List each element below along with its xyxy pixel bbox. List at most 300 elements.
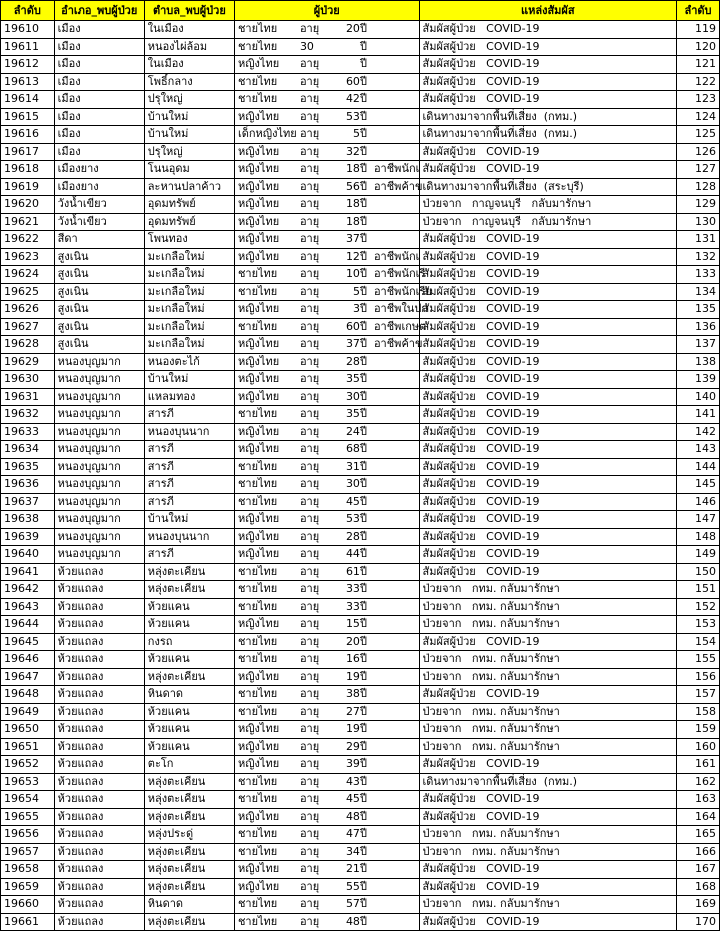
sequence-number: 137: [677, 336, 720, 354]
patient-cell: [234, 511, 419, 529]
patient-age: 48: [345, 809, 360, 823]
source-text: สัมผัสผู้ป่วย COVID-19: [422, 144, 540, 158]
source-text: ป่วยจาก กทม. กลับมารักษา: [422, 669, 560, 683]
patient-sex: หญิงไทย: [237, 372, 280, 386]
case-id: 19656: [1, 826, 55, 844]
patient-sex: ชายไทย: [237, 407, 278, 421]
patient-sex: ชายไทย: [237, 92, 278, 106]
table-row: [1, 266, 720, 284]
sequence-number: 133: [677, 266, 720, 284]
patient-age: 56: [345, 179, 360, 193]
patient-sex: หญิงไทย: [237, 302, 280, 316]
source-text: สัมผัสผู้ป่วย COVID-19: [422, 372, 540, 386]
source-cell: [419, 458, 677, 476]
case-id: 19645: [1, 633, 55, 651]
patient-age-unit: ปี: [359, 634, 367, 648]
patient-age-unit: ปี: [359, 687, 367, 701]
patient-cell: [234, 843, 419, 861]
tambon-cell: สารภี: [144, 458, 234, 476]
source-cell: [419, 318, 677, 336]
patient-age-unit: ปี: [359, 844, 367, 858]
patient-cell: [234, 633, 419, 651]
patient-age-label: อายุ: [299, 232, 320, 246]
patient-cell: [234, 791, 419, 809]
patient-sex: หญิงไทย: [237, 232, 280, 246]
case-id: 19659: [1, 878, 55, 896]
table-row: [1, 353, 720, 371]
patient-cell: [234, 336, 423, 354]
patient-cell: [234, 248, 419, 266]
source-cell: [419, 686, 677, 704]
tambon-cell: ในเมือง: [144, 21, 234, 39]
patient-sex: ชายไทย: [237, 687, 278, 701]
patient-age-label: อายุ: [299, 284, 320, 298]
patient-age-unit: ปี: [359, 669, 367, 683]
amphoe-cell: ห้วยแถลง: [54, 616, 144, 634]
sequence-number: 152: [677, 598, 720, 616]
table-row: [1, 721, 720, 739]
patient-cell: [234, 581, 419, 599]
amphoe-cell: เมืองยาง: [54, 178, 144, 196]
table-row: [1, 213, 720, 231]
case-id: 19615: [1, 108, 55, 126]
patient-age-label: อายุ: [299, 704, 320, 718]
case-id: 19624: [1, 266, 55, 284]
patient-cell: [234, 458, 419, 476]
source-text: สัมผัสผู้ป่วย COVID-19: [422, 792, 540, 806]
patient-age-unit: ปี: [359, 372, 367, 386]
patient-age-label: อายุ: [299, 599, 320, 613]
tambon-cell: อุดมทรัพย์: [144, 213, 234, 231]
patient-cell: [234, 861, 419, 879]
tambon-cell: ห้วยแคน: [144, 616, 234, 634]
patient-age-label: อายุ: [299, 669, 320, 683]
amphoe-cell: ห้วยแถลง: [54, 738, 144, 756]
source-cell: [419, 616, 677, 634]
table-row: [1, 38, 720, 56]
source-cell: [419, 73, 677, 91]
amphoe-cell: เมือง: [54, 126, 144, 144]
amphoe-cell: ห้วยแถลง: [54, 598, 144, 616]
patient-sex: ชายไทย: [237, 599, 278, 613]
tambon-cell: บ้านใหม่: [144, 108, 234, 126]
patient-age-label: อายุ: [299, 774, 320, 788]
case-id: 19610: [1, 21, 55, 39]
sequence-number: 123: [677, 91, 720, 109]
tambon-cell: ในเมือง: [144, 56, 234, 74]
source-text: สัมผัสผู้ป่วย COVID-19: [422, 459, 540, 473]
table-row: [1, 91, 720, 109]
source-cell: [419, 581, 677, 599]
table-row: [1, 248, 720, 266]
source-cell: [419, 213, 677, 231]
case-id: 19631: [1, 388, 55, 406]
patient-sex: หญิงไทย: [237, 144, 280, 158]
table-row: [1, 73, 720, 91]
patient-sex: ชายไทย: [237, 22, 278, 36]
source-text: ป่วยจาก กาญจนบุรี กลับมารักษา: [422, 214, 592, 228]
source-text: สัมผัสผู้ป่วย COVID-19: [422, 477, 540, 491]
amphoe-cell: สูงเนิน: [54, 283, 144, 301]
table-row: [1, 143, 720, 161]
patient-age-label: อายุ: [299, 109, 320, 123]
sequence-number: 128: [677, 178, 720, 196]
patient-age-unit: ปี: [359, 739, 367, 753]
case-id: 19623: [1, 248, 55, 266]
patient-age: 3: [352, 302, 360, 316]
source-text: สัมผัสผู้ป่วย COVID-19: [422, 337, 540, 351]
case-id: 19616: [1, 126, 55, 144]
table-row: [1, 581, 720, 599]
sequence-number: 170: [677, 913, 720, 931]
patient-age-label: อายุ: [299, 302, 320, 316]
tambon-cell: สารภี: [144, 476, 234, 494]
tambon-cell: อุดมทรัพย์: [144, 196, 234, 214]
patient-age-label: อายุ: [299, 22, 320, 36]
table-row: [1, 406, 720, 424]
patient-cell: [234, 773, 419, 791]
tambon-cell: ห้วยแคน: [144, 703, 234, 721]
patient-sex: หญิงไทย: [237, 879, 280, 893]
patient-age-unit: ปี: [359, 337, 367, 351]
patient-age-label: อายุ: [299, 547, 320, 561]
patient-age: 20: [345, 634, 360, 648]
tambon-cell: หลุ่งตะเคียน: [144, 861, 234, 879]
patient-age-unit: ปี: [359, 564, 367, 578]
patient-age-unit: ปี: [359, 22, 367, 36]
patient-cell: [234, 126, 419, 144]
amphoe-cell: สูงเนิน: [54, 301, 144, 319]
patient-sex: หญิงไทย: [237, 354, 280, 368]
table-row: [1, 546, 720, 564]
patient-age-unit: ปี: [359, 354, 367, 368]
amphoe-cell: หนองบุญมาก: [54, 388, 144, 406]
patient-cell: [234, 546, 419, 564]
patient-occupation: อาชีพนักเรีย: [373, 284, 432, 298]
patient-cell: [234, 738, 419, 756]
patient-age-label: อายุ: [299, 564, 320, 578]
patient-age-unit: ปี: [359, 582, 367, 596]
table-row: [1, 808, 720, 826]
patient-sex: หญิงไทย: [237, 214, 280, 228]
patient-age: 45: [345, 792, 360, 806]
source-text: สัมผัสผู้ป่วย COVID-19: [422, 354, 540, 368]
patient-age: 21: [345, 862, 360, 876]
case-id: 19619: [1, 178, 55, 196]
source-cell: [419, 651, 677, 669]
patient-cell: [234, 528, 419, 546]
patient-age: 18: [345, 162, 360, 176]
sequence-number: 121: [677, 56, 720, 74]
patient-cell: [234, 686, 419, 704]
sequence-number: 166: [677, 843, 720, 861]
case-id: 19627: [1, 318, 55, 336]
case-id: 19637: [1, 493, 55, 511]
amphoe-cell: เมือง: [54, 108, 144, 126]
patient-age-label: อายุ: [299, 914, 320, 928]
patient-age-label: อายุ: [299, 617, 320, 631]
source-cell: [419, 353, 677, 371]
case-id: 19660: [1, 896, 55, 914]
patient-age-label: อายุ: [299, 74, 320, 88]
patient-sex: ชายไทย: [237, 477, 278, 491]
tambon-cell: หลุ่งตะเคียน: [144, 581, 234, 599]
source-cell: [419, 791, 677, 809]
patient-age: 38: [345, 687, 360, 701]
sequence-number: 127: [677, 161, 720, 179]
case-id: 19621: [1, 213, 55, 231]
amphoe-cell: เมือง: [54, 143, 144, 161]
patient-occupation: อาชีพนักเ: [373, 249, 420, 263]
source-cell: [419, 336, 677, 354]
table-row: [1, 878, 720, 896]
source-text: สัมผัสผู้ป่วย COVID-19: [422, 22, 540, 36]
sequence-number: 161: [677, 756, 720, 774]
source-cell: [419, 126, 677, 144]
sequence-number: 153: [677, 616, 720, 634]
patient-sex: ชายไทย: [237, 582, 278, 596]
amphoe-cell: หนองบุญมาก: [54, 371, 144, 389]
amphoe-cell: ห้วยแถลง: [54, 896, 144, 914]
patient-age: 30: [345, 389, 360, 403]
patient-age-unit: ปี: [359, 809, 367, 823]
sequence-number: 150: [677, 563, 720, 581]
table-row: [1, 56, 720, 74]
patient-sex: ชายไทย: [237, 704, 278, 718]
source-cell: [419, 668, 677, 686]
patient-occupation: อาชีพนักเรี: [373, 267, 426, 281]
patient-age-label: อายุ: [299, 197, 320, 211]
case-id: 19661: [1, 913, 55, 931]
patient-occupation: อาชีพค้าข: [373, 179, 423, 193]
sequence-number: 147: [677, 511, 720, 529]
table-row: [1, 458, 720, 476]
tambon-cell: หลุ่งตะเคียน: [144, 843, 234, 861]
tambon-cell: หลุ่งตะเคียน: [144, 563, 234, 581]
patient-age-unit: ปี: [359, 249, 367, 263]
patient-sex: หญิงไทย: [237, 809, 280, 823]
case-id: 19633: [1, 423, 55, 441]
header-no: ลำดับ: [677, 1, 720, 21]
patient-sex: ชายไทย: [237, 267, 278, 281]
tambon-cell: มะเกลือใหม่: [144, 266, 234, 284]
sequence-number: 134: [677, 283, 720, 301]
amphoe-cell: ห้วยแถลง: [54, 808, 144, 826]
patient-age-unit: ปี: [359, 512, 367, 526]
patient-age-unit: ปี: [359, 652, 367, 666]
patient-age: 27: [345, 704, 360, 718]
patient-age: 28: [345, 529, 360, 543]
sequence-number: 144: [677, 458, 720, 476]
source-text: สัมผัสผู้ป่วย COVID-19: [422, 809, 540, 823]
case-id: 19636: [1, 476, 55, 494]
patient-cell: [234, 143, 419, 161]
tambon-cell: สารภี: [144, 493, 234, 511]
sequence-number: 157: [677, 686, 720, 704]
amphoe-cell: ห้วยแถลง: [54, 826, 144, 844]
case-id: 19632: [1, 406, 55, 424]
tambon-cell: มะเกลือใหม่: [144, 336, 234, 354]
patient-sex: หญิงไทย: [237, 757, 280, 771]
amphoe-cell: ห้วยแถลง: [54, 773, 144, 791]
patient-sex: ชายไทย: [237, 494, 278, 508]
source-cell: [419, 493, 677, 511]
patient-age: 12: [345, 249, 360, 263]
table-row: [1, 423, 720, 441]
tambon-cell: บ้านใหม่: [144, 511, 234, 529]
patient-age-unit: ปี: [359, 92, 367, 106]
patient-age: 55: [345, 879, 360, 893]
source-text: สัมผัสผู้ป่วย COVID-19: [422, 389, 540, 403]
source-text: ป่วยจาก กทม. กลับมารักษา: [422, 599, 560, 613]
source-cell: [419, 808, 677, 826]
patient-age-unit: ปี: [359, 267, 367, 281]
table-row: [1, 791, 720, 809]
patient-sex: หญิงไทย: [237, 162, 280, 176]
patient-cell: [234, 56, 419, 74]
case-id: 19614: [1, 91, 55, 109]
patient-sex: ชายไทย: [237, 564, 278, 578]
patient-age-label: อายุ: [299, 372, 320, 386]
case-id: 19613: [1, 73, 55, 91]
sequence-number: 149: [677, 546, 720, 564]
patient-age-unit: ปี: [359, 897, 367, 911]
patient-occupation: อาชีพนักเ: [373, 162, 420, 176]
patient-sex: หญิงไทย: [237, 739, 280, 753]
case-id: 19639: [1, 528, 55, 546]
amphoe-cell: หนองบุญมาก: [54, 493, 144, 511]
patient-age: 45: [345, 494, 360, 508]
case-id: 19657: [1, 843, 55, 861]
patient-age: 47: [345, 827, 360, 841]
patient-sex: หญิงไทย: [237, 389, 280, 403]
patient-age-unit: ปี: [359, 757, 367, 771]
sequence-number: 146: [677, 493, 720, 511]
patient-age-unit: ปี: [359, 774, 367, 788]
source-text: สัมผัสผู้ป่วย COVID-19: [422, 267, 540, 281]
source-text: สัมผัสผู้ป่วย COVID-19: [422, 512, 540, 526]
tambon-cell: หนองบุนนาก: [144, 528, 234, 546]
amphoe-cell: ห้วยแถลง: [54, 703, 144, 721]
sequence-number: 167: [677, 861, 720, 879]
patient-age-unit: ปี: [359, 319, 367, 333]
table-row: [1, 826, 720, 844]
tambon-cell: สารภี: [144, 441, 234, 459]
case-id: 19646: [1, 651, 55, 669]
patient-age: 29: [345, 739, 360, 753]
tambon-cell: โพธิ์กลาง: [144, 73, 234, 91]
patient-cell: [234, 878, 419, 896]
patient-age: 10: [345, 267, 360, 281]
patient-age-label: อายุ: [299, 459, 320, 473]
patient-age-unit: ปี: [359, 162, 367, 176]
tambon-cell: มะเกลือใหม่: [144, 318, 234, 336]
patient-sex: หญิงไทย: [237, 424, 280, 438]
sequence-number: 141: [677, 406, 720, 424]
source-cell: [419, 896, 677, 914]
table-row: [1, 616, 720, 634]
table-row: [1, 511, 720, 529]
patient-cell: [234, 826, 419, 844]
patient-age: 33: [345, 599, 360, 613]
amphoe-cell: หนองบุญมาก: [54, 423, 144, 441]
amphoe-cell: ห้วยแถลง: [54, 791, 144, 809]
patient-age-label: อายุ: [299, 389, 320, 403]
tambon-cell: หนองบุนนาก: [144, 423, 234, 441]
source-text: เดินทางมาจากพื้นที่เสี่ยง (กทม.): [422, 109, 577, 123]
source-cell: [419, 91, 677, 109]
tambon-cell: บ้านใหม่: [144, 126, 234, 144]
case-id: 19647: [1, 668, 55, 686]
tambon-cell: ละหานปลาค้าว: [144, 178, 234, 196]
amphoe-cell: ห้วยแถลง: [54, 756, 144, 774]
patient-age-unit: ปี: [359, 284, 367, 298]
patient-age-label: อายุ: [299, 757, 320, 771]
header-amphoe: อำเภอ_พบผู้ป่วย: [54, 1, 144, 21]
tambon-cell: ปรุใหญ่: [144, 143, 234, 161]
amphoe-cell: ห้วยแถลง: [54, 668, 144, 686]
patient-age: 5: [352, 127, 360, 141]
source-cell: [419, 108, 677, 126]
patient-sex: ชายไทย: [237, 319, 278, 333]
table-body: [1, 21, 720, 931]
source-text: สัมผัสผู้ป่วย COVID-19: [422, 862, 540, 876]
patient-sex: ชายไทย: [237, 634, 278, 648]
sequence-number: 156: [677, 668, 720, 686]
patient-age-label: อายุ: [299, 442, 320, 456]
source-text: สัมผัสผู้ป่วย COVID-19: [422, 39, 540, 53]
patient-age: 33: [345, 582, 360, 596]
source-cell: [419, 773, 677, 791]
amphoe-cell: เมือง: [54, 56, 144, 74]
patient-age: 61: [345, 564, 360, 578]
sequence-number: 120: [677, 38, 720, 56]
source-text: สัมผัสผู้ป่วย COVID-19: [422, 302, 540, 316]
tambon-cell: มะเกลือใหม่: [144, 301, 234, 319]
patient-age-label: อายุ: [299, 739, 320, 753]
patient-cell: [234, 301, 428, 319]
patient-sex: หญิงไทย: [237, 337, 280, 351]
source-cell: [419, 878, 677, 896]
case-id: 19611: [1, 38, 55, 56]
case-id: 19638: [1, 511, 55, 529]
sequence-number: 145: [677, 476, 720, 494]
patient-age: 53: [345, 109, 360, 123]
table-row: [1, 336, 720, 354]
patient-age-label: อายุ: [299, 179, 320, 193]
source-text: สัมผัสผู้ป่วย COVID-19: [422, 284, 540, 298]
patient-age: 16: [345, 652, 360, 666]
amphoe-cell: ห้วยแถลง: [54, 843, 144, 861]
tambon-cell: มะเกลือใหม่: [144, 283, 234, 301]
sequence-number: 155: [677, 651, 720, 669]
patient-cell: [234, 721, 419, 739]
source-text: ป่วยจาก กทม. กลับมารักษา: [422, 582, 560, 596]
patient-age-label: อายุ: [299, 337, 320, 351]
patient-sex: หญิงไทย: [237, 179, 280, 193]
source-cell: [419, 721, 677, 739]
sequence-number: 131: [677, 231, 720, 249]
patient-age-unit: ปี: [359, 494, 367, 508]
patient-age-label: อายุ: [299, 827, 320, 841]
patient-age-label: อายุ: [299, 844, 320, 858]
header-row: [1, 1, 720, 21]
table-row: [1, 528, 720, 546]
amphoe-cell: เมือง: [54, 91, 144, 109]
patient-age-unit: ปี: [359, 827, 367, 841]
patient-age-label: อายุ: [299, 634, 320, 648]
amphoe-cell: หนองบุญมาก: [54, 441, 144, 459]
